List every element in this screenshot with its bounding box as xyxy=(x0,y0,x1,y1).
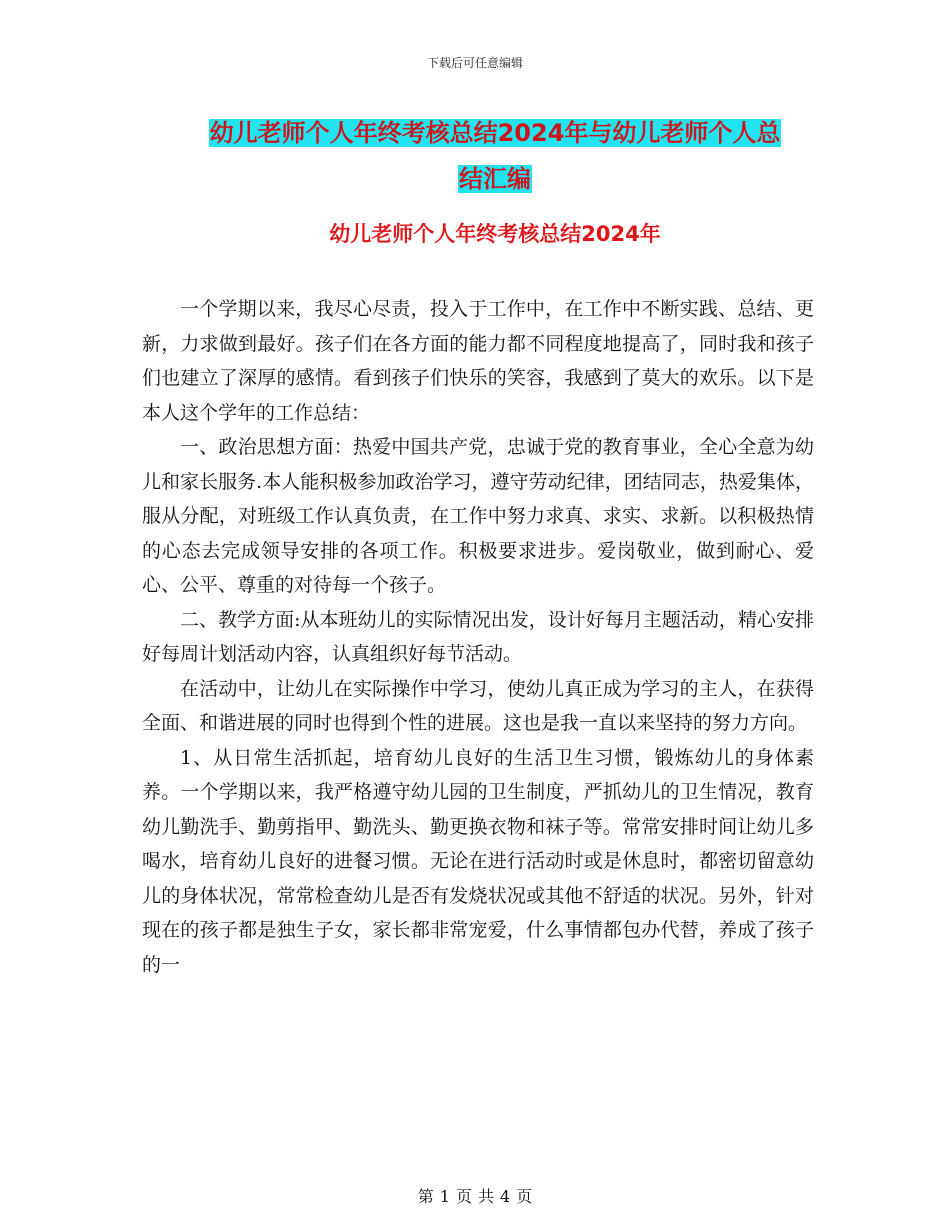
page-label: 第 xyxy=(417,1187,434,1206)
page-header: 下载后可任意编辑 xyxy=(426,56,523,70)
page-total: 4 xyxy=(500,1187,511,1206)
document-title-line-1: 幼儿老师个人年终考核总结2024年与幼儿老师个人总 xyxy=(209,119,781,147)
page-footer xyxy=(0,1184,950,1207)
document-body xyxy=(142,292,814,982)
paragraph: 二、教学方面:从本班幼儿的实际情况出发，设计好每月主题活动，精心安排好每周计划活动内容，认真组织好每节活动。 xyxy=(142,608,814,665)
total-label: 共 xyxy=(478,1187,495,1206)
section-title: 幼儿老师个人年终考核总结2024年 xyxy=(329,222,661,246)
paragraph: 在活动中，让幼儿在实际操作中学习，使幼儿真正成为学习的主人，在获得全面、和谐进展的同时也得到个性的进展。这也是我一直以来坚持的努力方向。 xyxy=(142,677,814,734)
page-label: 页 xyxy=(516,1187,533,1206)
paragraph: 一、政治思想方面：热爱中国共产党，忠诚于党的教育事业，全心全意为幼儿和家长服务.本人能积极参加政治学习，遵守劳动纪律，团结同志，热爱集体，服从分配，对班级工作认真负责，在工作中努力求真、求实、求新。以积极热情的心态去完成领导安排的各项工作。积极要求进步。爱岗敬业，做到耐心、爱心、公平、尊重的对待每一个孩子。 xyxy=(142,436,814,596)
document-title xyxy=(140,110,850,202)
paragraph: 1、从日常生活抓起，培育幼儿良好的生活卫生习惯，锻炼幼儿的身体素养。一个学期以来，我严格遵守幼儿园的卫生制度，严抓幼儿的卫生情况，教育幼儿勤洗手、勤剪指甲、勤洗头、勤更换衣物和袜子等。常常安排时间让幼儿多喝水，培育幼儿良好的进餐习惯。无论在进行活动时或是休息时，都密切留意幼儿的身体状况，常常检查幼儿是否有发烧状况或其他不舒适的状况。另外，针对现在的孩子都是独生子女，家长都非常宠爱，什么事情都包办代替，养成了孩子的一 xyxy=(142,746,814,976)
page-label: 页 xyxy=(455,1187,472,1206)
paragraph: 一个学期以来，我尽心尽责，投入于工作中，在工作中不断实践、总结、更新，力求做到最好。孩子们在各方面的能力都不同程度地提高了，同时我和孩子们也建立了深厚的感情。看到孩子们快乐的笑容，我感到了莫大的欢乐。以下是本人这个学年的工作总结： xyxy=(142,298,814,424)
document-title-line-2: 结汇编 xyxy=(459,165,531,193)
page-number: 1 xyxy=(439,1187,450,1206)
